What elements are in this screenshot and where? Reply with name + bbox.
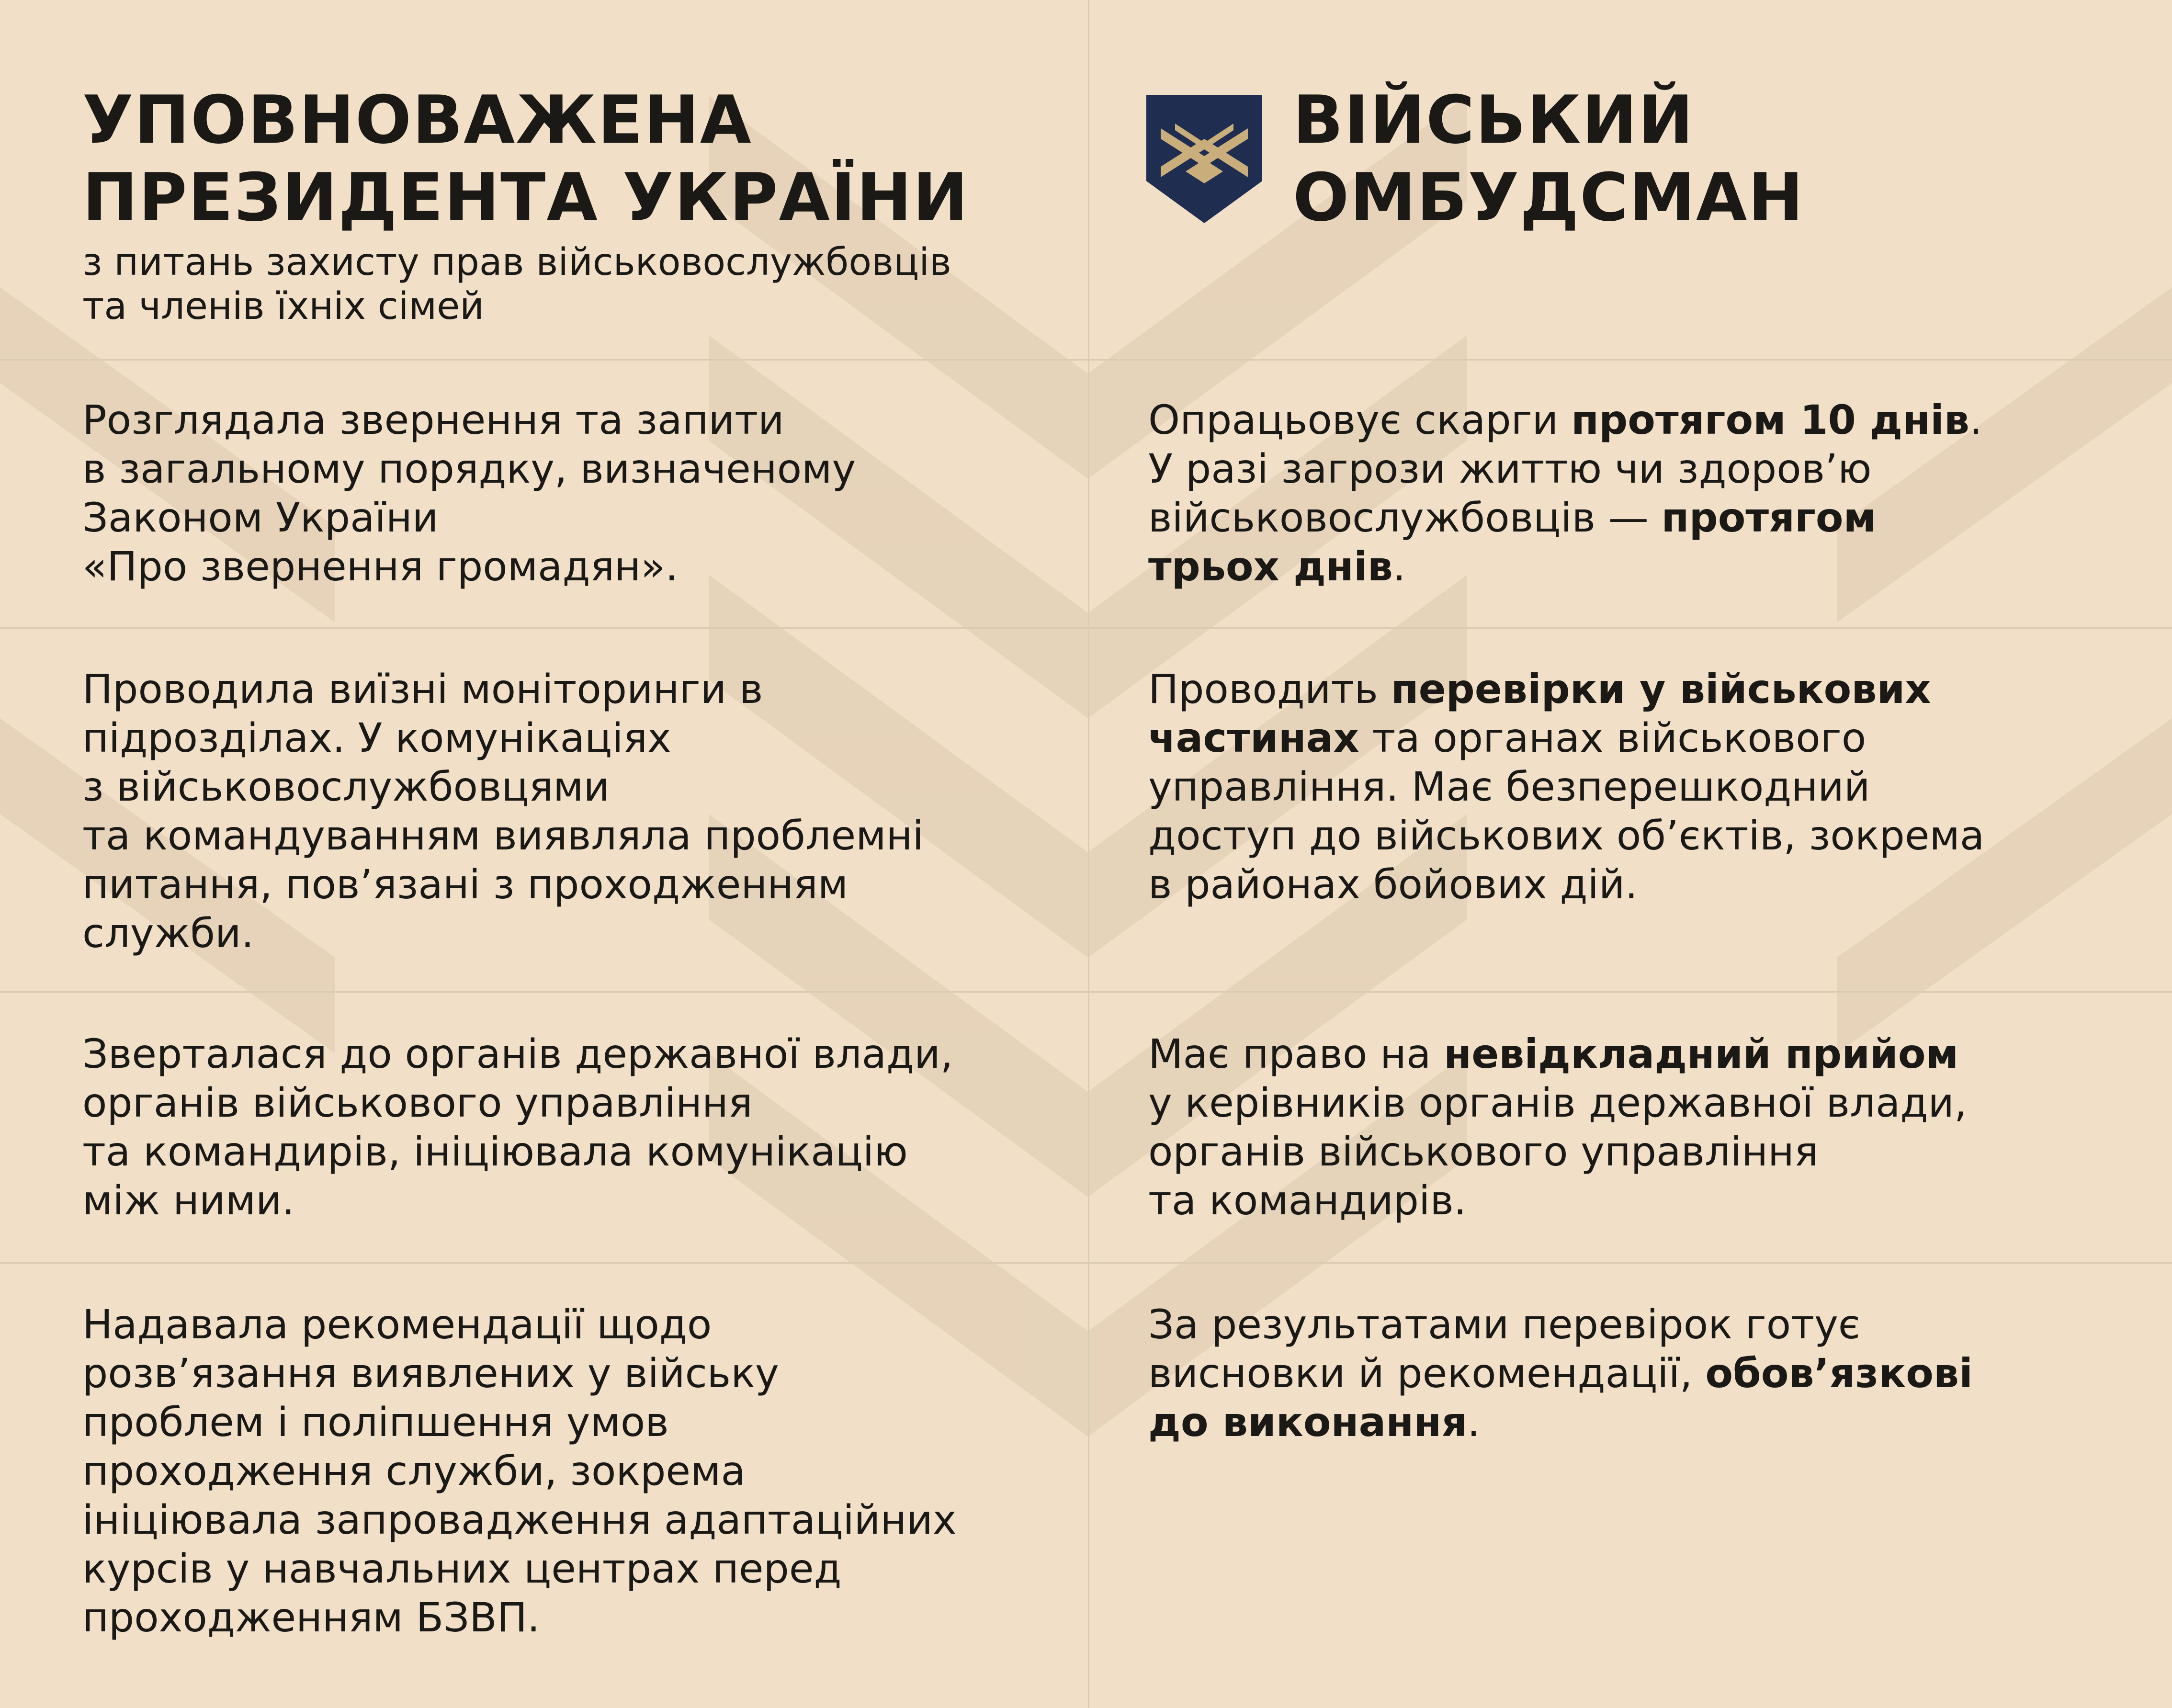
row-1-right-line-2: У разі загрози життю чи здоров’ю — [1148, 445, 1872, 492]
row-1-left-line-1: Розглядала звернення та запити — [82, 396, 784, 443]
row-2-right-line-4: доступ до військових об’єктів, зокрема — [1148, 812, 1985, 859]
row-1-right-emphasis: протягом 10 днів — [1571, 396, 1970, 443]
row-3-right-emphasis: невідкладний прийом — [1444, 1030, 1959, 1077]
row-4-right-line-3 — [1148, 1398, 1973, 1447]
row-1-right-text: Опрацьовує скарги — [1148, 396, 1572, 443]
row-4-left-line-7: проходженням БЗВП. — [82, 1594, 540, 1641]
commissioner-title-line-1: УПОВНОВАЖЕНА — [82, 81, 752, 158]
row-4-left-line-6: курсів у навчальних центрах перед — [82, 1545, 842, 1592]
row-1-left-line-4: «Про звернення громадян». — [82, 543, 679, 590]
commissioner-subtitle-line-2: та членів їхніх сімей — [82, 285, 484, 328]
column-divider — [1088, 0, 1089, 1708]
row-divider-3 — [0, 991, 2172, 993]
row-4-right-text-2: висновки й рекомендації, — [1148, 1350, 1706, 1397]
row-4-right — [1148, 1300, 1973, 1447]
row-4-left-line-2: розв’язання виявлених у війську — [82, 1350, 779, 1397]
row-4-right-line-2 — [1148, 1349, 1973, 1398]
row-4-left-line-5: ініціювала запровадження адаптаційних — [82, 1496, 957, 1543]
row-3-left-line-2: органів військового управління — [82, 1079, 753, 1126]
ombudsman-title-line-1: ВІЙСЬКИЙ — [1293, 81, 1695, 158]
commissioner-title — [82, 81, 1064, 237]
row-2-right-emphasis: перевірки у військових — [1391, 666, 1931, 713]
row-1-right-line-1 — [1148, 396, 1982, 444]
row-1-right — [1148, 396, 1982, 591]
row-3-right — [1148, 1029, 1967, 1225]
row-4-right-emphasis-3: до виконання — [1148, 1399, 1468, 1446]
ombudsman-shield-icon — [1146, 95, 1262, 223]
row-3-right-line-2: у керівників органів державної влади, — [1148, 1079, 1967, 1126]
header-left — [82, 81, 1064, 328]
row-1-right-line-3 — [1148, 493, 1982, 542]
row-1-right-punct: . — [1969, 396, 1982, 443]
commissioner-subtitle — [82, 240, 1064, 328]
row-2-right-emphasis-2: частинах — [1148, 714, 1359, 761]
row-1-left-line-2: в загальному порядку, визначеному — [82, 445, 856, 492]
header-right — [1293, 81, 2107, 237]
row-1-right-emphasis-4: трьох днів — [1148, 543, 1393, 590]
row-divider-2 — [0, 627, 2172, 629]
row-1-right-text-3: військовослужбовців — — [1148, 494, 1662, 541]
row-2-left-line-5: питання, пов’язані з проходженням — [82, 861, 848, 908]
row-3-left-line-3: та командирів, ініціювала комунікацію — [82, 1128, 908, 1175]
row-1-left-line-3: Законом України — [82, 494, 439, 541]
row-1-right-punct-4: . — [1392, 543, 1406, 590]
row-2-right-line-5: в районах бойових дій. — [1148, 861, 1638, 908]
row-3-right-line-3: органів військового управління — [1148, 1128, 1819, 1175]
row-4-right-emphasis-2: обов’язкові — [1705, 1350, 1973, 1397]
ombudsman-title — [1293, 81, 2107, 237]
row-4-right-punct-3: . — [1467, 1399, 1480, 1446]
row-2-right-text-2: та органах військового — [1359, 714, 1867, 761]
row-2-left-line-4: та командуванням виявляла проблемні — [82, 812, 924, 859]
row-3-left-line-4: між ними. — [82, 1177, 295, 1224]
row-2-right-line-1 — [1148, 665, 1984, 713]
row-2-left — [82, 665, 924, 958]
row-divider-4 — [0, 1262, 2172, 1264]
row-2-right — [1148, 665, 1984, 909]
row-2-left-line-2: підрозділах. У комунікаціях — [82, 714, 671, 761]
row-4-left-line-3: проблем і поліпшення умов — [82, 1399, 669, 1446]
row-4-left-line-4: проходження служби, зокрема — [82, 1448, 746, 1494]
row-1-right-line-4 — [1148, 542, 1982, 591]
row-3-right-line-4: та командирів. — [1148, 1177, 1467, 1224]
row-2-right-line-2 — [1148, 713, 1984, 762]
row-2-right-line-3: управління. Має безперешкодний — [1148, 763, 1870, 810]
row-2-right-text: Проводить — [1148, 666, 1391, 713]
row-1-right-emphasis-3: протягом — [1661, 494, 1877, 541]
row-2-left-line-3: з військовослужбовцями — [82, 763, 610, 810]
row-2-left-line-1: Проводила виїзні моніторинги в — [82, 666, 763, 713]
row-4-left — [82, 1300, 957, 1642]
row-1-left — [82, 396, 856, 591]
row-3-left-line-1: Зверталася до органів державної влади, — [82, 1030, 953, 1077]
row-4-right-line-1: За результатами перевірок готує — [1148, 1301, 1860, 1348]
row-3-right-line-1 — [1148, 1029, 1967, 1078]
row-divider-1 — [0, 359, 2172, 361]
row-4-left-line-1: Надавала рекомендації щодо — [82, 1301, 712, 1348]
row-3-left — [82, 1029, 953, 1225]
commissioner-title-line-2: ПРЕЗИДЕНТА УКРАЇНИ — [82, 159, 969, 236]
row-3-right-text: Має право на — [1148, 1030, 1444, 1077]
ombudsman-title-line-2: ОМБУДСМАН — [1293, 159, 1805, 236]
commissioner-subtitle-line-1: з питань захисту прав військовослужбовців — [82, 241, 951, 284]
row-2-left-line-6: служби. — [82, 910, 254, 957]
